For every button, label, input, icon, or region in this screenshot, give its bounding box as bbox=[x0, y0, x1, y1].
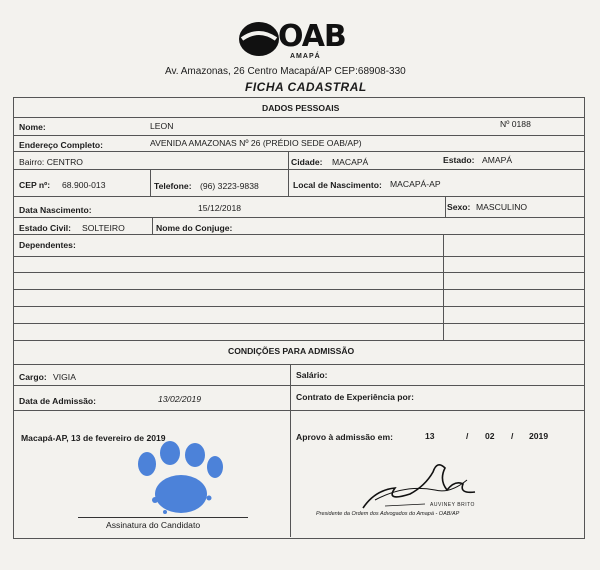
dependentes-label: Dependentes: bbox=[19, 240, 76, 250]
logo-subtitle: AMAPÁ bbox=[290, 53, 321, 60]
aprovo-mes: 02 bbox=[485, 431, 495, 441]
oab-logo bbox=[236, 17, 366, 62]
aprovo-dia: 13 bbox=[425, 431, 435, 441]
sexo-label: Sexo: bbox=[447, 202, 471, 212]
telefone-value: (96) 3223-9838 bbox=[200, 181, 259, 191]
signer-name: AUVINEY BRITO bbox=[430, 502, 475, 508]
cep-label: CEP nº: bbox=[19, 180, 51, 190]
cargo-label: Cargo: bbox=[19, 372, 47, 382]
cargo-value: VIGIA bbox=[53, 372, 76, 382]
cep-value: 68.900-013 bbox=[62, 180, 106, 190]
aprovo-sep-2: / bbox=[511, 431, 514, 441]
estado-value: AMAPÁ bbox=[482, 155, 513, 165]
section-admission-title: CONDIÇÕES PARA ADMISSÃO bbox=[228, 346, 355, 356]
local-nascimento-value: MACAPÁ-AP bbox=[390, 179, 441, 189]
estado-civil-label: Estado Civil: bbox=[19, 223, 72, 233]
aprovo-sep-1: / bbox=[466, 431, 469, 441]
nascimento-label: Data Nascimento: bbox=[19, 205, 92, 215]
aprovo-label: Aprovo à admissão em: bbox=[296, 432, 393, 442]
assinatura-candidato-label: Assinatura do Candidato bbox=[106, 520, 201, 530]
estado-label: Estado: bbox=[443, 155, 475, 165]
endereco-value: AVENIDA AMAZONAS Nº 26 (PRÉDIO SEDE OAB/AP) bbox=[150, 138, 362, 148]
signer-role: Presidente da Ordem dos Advogados do Amapá - OAB/AP bbox=[316, 511, 460, 517]
contrato-label: Contrato de Experiência por: bbox=[296, 392, 414, 402]
oab-emblem-icon bbox=[236, 19, 282, 59]
local-nascimento-label: Local de Nascimento: bbox=[293, 180, 382, 190]
cidade-label: Cidade: bbox=[291, 157, 323, 167]
aprovo-ano: 2019 bbox=[529, 431, 549, 441]
nome-label: Nome: bbox=[19, 122, 46, 132]
logo-text: OAB bbox=[278, 19, 346, 54]
local-data: Macapá-AP, 13 de fevereiro de 2019 bbox=[21, 433, 166, 443]
ficha-number: Nº 0188 bbox=[500, 119, 531, 129]
estado-civil-value: SOLTEIRO bbox=[82, 223, 125, 233]
address: Av. Amazonas, 26 Centro Macapá/AP CEP:68908-330 bbox=[165, 66, 406, 77]
endereco-label: Endereço Completo: bbox=[19, 140, 104, 150]
nome-value: LEON bbox=[150, 121, 174, 131]
nascimento-value: 15/12/2018 bbox=[198, 203, 242, 213]
form-title: FICHA CADASTRAL bbox=[245, 80, 367, 94]
salario-label: Salário: bbox=[296, 370, 328, 380]
telefone-label: Telefone: bbox=[154, 181, 192, 191]
conjuge-label: Nome do Conjuge: bbox=[156, 223, 233, 233]
section-personal-title: DADOS PESSOAIS bbox=[262, 103, 340, 113]
sexo-value: MASCULINO bbox=[476, 202, 528, 212]
bairro-value: Bairro: CENTRO bbox=[19, 157, 83, 167]
data-admissao-value: 13/02/2019 bbox=[158, 394, 202, 404]
cidade-value: MACAPÁ bbox=[332, 157, 369, 167]
data-admissao-label: Data de Admissão: bbox=[19, 396, 97, 406]
paw-print-stamp bbox=[125, 440, 235, 520]
